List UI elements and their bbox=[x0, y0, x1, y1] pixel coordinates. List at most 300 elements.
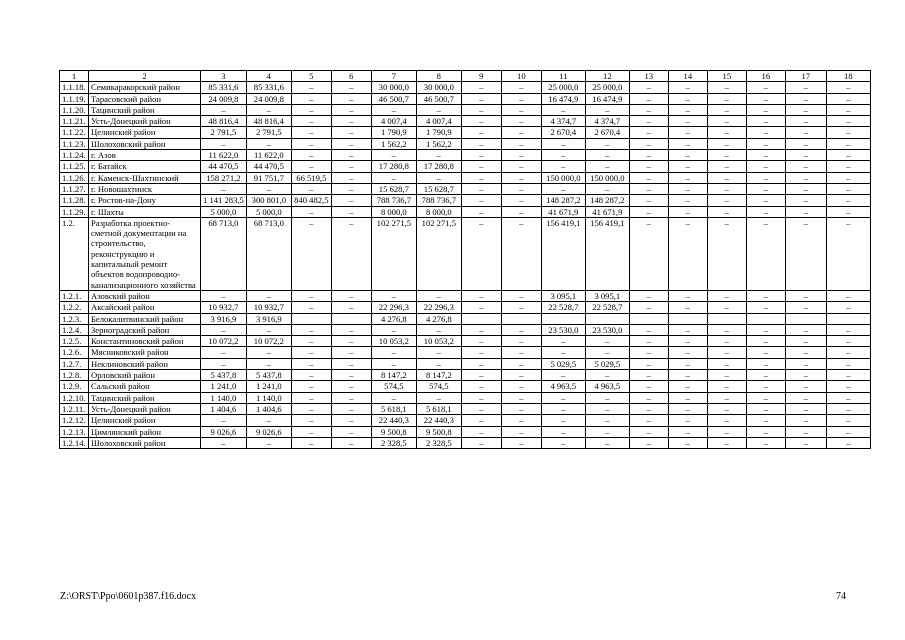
value-cell: – bbox=[291, 347, 331, 358]
value-cell: – bbox=[826, 370, 870, 381]
value-cell: – bbox=[785, 347, 826, 358]
value-cell: 68 713,0 bbox=[246, 217, 291, 290]
value-cell: – bbox=[668, 370, 707, 381]
value-cell: – bbox=[501, 138, 541, 149]
table-row bbox=[60, 172, 871, 183]
value-cell: 1 140,0 bbox=[246, 392, 291, 403]
value-cell: 5 000,0 bbox=[246, 206, 291, 217]
value-cell: – bbox=[585, 426, 629, 437]
value-cell: – bbox=[826, 381, 870, 392]
item-name: Константиновский район bbox=[89, 336, 201, 347]
value-cell: 158 271,2 bbox=[201, 172, 247, 183]
value-cell: – bbox=[707, 104, 746, 115]
value-cell: – bbox=[668, 290, 707, 301]
column-number: 11 bbox=[541, 71, 585, 82]
value-cell: – bbox=[629, 150, 668, 161]
table-row bbox=[60, 403, 871, 414]
value-cell: – bbox=[785, 290, 826, 301]
value-cell: – bbox=[291, 415, 331, 426]
value-cell bbox=[826, 313, 870, 324]
value-cell: – bbox=[331, 172, 371, 183]
value-cell: – bbox=[371, 290, 416, 301]
value-cell: – bbox=[707, 437, 746, 448]
table-row bbox=[60, 336, 871, 347]
value-cell: 22 296,3 bbox=[371, 302, 416, 313]
value-cell bbox=[291, 313, 331, 324]
value-cell: – bbox=[541, 415, 585, 426]
item-name: Усть-Донецкий район bbox=[89, 116, 201, 127]
value-cell: – bbox=[291, 426, 331, 437]
item-name: Целинский район bbox=[89, 127, 201, 138]
value-cell: – bbox=[291, 290, 331, 301]
value-cell: 15 628,7 bbox=[371, 183, 416, 194]
value-cell: – bbox=[668, 172, 707, 183]
value-cell: – bbox=[461, 336, 501, 347]
value-cell: – bbox=[461, 324, 501, 335]
value-cell: – bbox=[826, 358, 870, 369]
value-cell: 1 140,0 bbox=[201, 392, 247, 403]
table-row bbox=[60, 381, 871, 392]
budget-table bbox=[59, 70, 871, 449]
table-row bbox=[60, 82, 871, 93]
value-cell: – bbox=[746, 161, 785, 172]
value-cell: – bbox=[331, 217, 371, 290]
value-cell: 8 000,0 bbox=[416, 206, 461, 217]
value-cell: – bbox=[826, 93, 870, 104]
value-cell: – bbox=[668, 161, 707, 172]
value-cell: – bbox=[461, 127, 501, 138]
value-cell: – bbox=[629, 336, 668, 347]
value-cell: – bbox=[501, 336, 541, 347]
value-cell: 16 474,9 bbox=[585, 93, 629, 104]
value-cell: 9 500,8 bbox=[371, 426, 416, 437]
value-cell: – bbox=[501, 104, 541, 115]
value-cell: – bbox=[785, 150, 826, 161]
value-cell: – bbox=[629, 172, 668, 183]
value-cell: – bbox=[461, 104, 501, 115]
value-cell: – bbox=[629, 93, 668, 104]
value-cell: 5 000,0 bbox=[201, 206, 247, 217]
value-cell: 30 000,0 bbox=[371, 82, 416, 93]
value-cell: 840 482,5 bbox=[291, 195, 331, 206]
value-cell: – bbox=[461, 138, 501, 149]
value-cell: – bbox=[668, 195, 707, 206]
value-cell: – bbox=[707, 324, 746, 335]
value-cell: – bbox=[501, 437, 541, 448]
column-number: 5 bbox=[291, 71, 331, 82]
value-cell: – bbox=[785, 392, 826, 403]
item-name: г. Батайск bbox=[89, 161, 201, 172]
item-code: 1.2.11. bbox=[60, 403, 89, 414]
value-cell: – bbox=[541, 392, 585, 403]
value-cell: – bbox=[541, 150, 585, 161]
value-cell: – bbox=[371, 347, 416, 358]
value-cell: – bbox=[501, 206, 541, 217]
value-cell: – bbox=[501, 324, 541, 335]
value-cell: – bbox=[629, 437, 668, 448]
value-cell: 1 790,9 bbox=[416, 127, 461, 138]
value-cell: 22 528,7 bbox=[585, 302, 629, 313]
value-cell: – bbox=[785, 138, 826, 149]
value-cell: – bbox=[541, 370, 585, 381]
value-cell: – bbox=[785, 336, 826, 347]
value-cell: 22 440,3 bbox=[416, 415, 461, 426]
value-cell: 3 916,9 bbox=[246, 313, 291, 324]
value-cell: – bbox=[201, 358, 247, 369]
value-cell: 10 932,7 bbox=[201, 302, 247, 313]
value-cell: – bbox=[785, 104, 826, 115]
table-row bbox=[60, 347, 871, 358]
table-row bbox=[60, 116, 871, 127]
value-cell: – bbox=[541, 138, 585, 149]
value-cell: 10 072,2 bbox=[246, 336, 291, 347]
column-number: 16 bbox=[746, 71, 785, 82]
value-cell: – bbox=[501, 403, 541, 414]
value-cell: – bbox=[785, 437, 826, 448]
value-cell: 102 271,5 bbox=[371, 217, 416, 290]
value-cell: 11 622,0 bbox=[201, 150, 247, 161]
value-cell: 25 000,0 bbox=[541, 82, 585, 93]
item-name: г. Азов bbox=[89, 150, 201, 161]
item-code: 1.2.3. bbox=[60, 313, 89, 324]
item-code: 1.1.18. bbox=[60, 82, 89, 93]
value-cell: – bbox=[291, 127, 331, 138]
value-cell: 4 374,7 bbox=[541, 116, 585, 127]
value-cell: – bbox=[629, 127, 668, 138]
value-cell: – bbox=[461, 403, 501, 414]
value-cell: – bbox=[629, 358, 668, 369]
value-cell: 46 500,7 bbox=[416, 93, 461, 104]
value-cell: – bbox=[291, 358, 331, 369]
value-cell: – bbox=[201, 104, 247, 115]
value-cell bbox=[668, 313, 707, 324]
value-cell: – bbox=[246, 104, 291, 115]
value-cell: – bbox=[371, 104, 416, 115]
value-cell: – bbox=[201, 138, 247, 149]
value-cell: – bbox=[461, 93, 501, 104]
value-cell: – bbox=[331, 381, 371, 392]
column-number: 4 bbox=[246, 71, 291, 82]
column-number: 6 bbox=[331, 71, 371, 82]
value-cell: – bbox=[707, 138, 746, 149]
value-cell: 9 026,6 bbox=[201, 426, 247, 437]
value-cell: – bbox=[785, 426, 826, 437]
value-cell: 1 790,9 bbox=[371, 127, 416, 138]
value-cell: – bbox=[668, 217, 707, 290]
item-name: Целинский район bbox=[89, 415, 201, 426]
value-cell: – bbox=[826, 104, 870, 115]
value-cell: – bbox=[785, 195, 826, 206]
table-row bbox=[60, 302, 871, 313]
value-cell: – bbox=[707, 392, 746, 403]
table-row bbox=[60, 127, 871, 138]
value-cell: – bbox=[746, 347, 785, 358]
value-cell: – bbox=[785, 370, 826, 381]
item-code: 1.2.2. bbox=[60, 302, 89, 313]
value-cell: – bbox=[746, 206, 785, 217]
value-cell: – bbox=[371, 324, 416, 335]
value-cell: – bbox=[785, 82, 826, 93]
value-cell: – bbox=[785, 358, 826, 369]
value-cell: – bbox=[746, 116, 785, 127]
table-row bbox=[60, 183, 871, 194]
value-cell: – bbox=[668, 302, 707, 313]
page-number: 74 bbox=[836, 591, 846, 602]
value-cell: – bbox=[629, 206, 668, 217]
item-name: Усть-Донецкий район bbox=[89, 403, 201, 414]
value-cell: 23 530,0 bbox=[541, 324, 585, 335]
value-cell: – bbox=[707, 302, 746, 313]
value-cell: – bbox=[461, 370, 501, 381]
value-cell: – bbox=[826, 392, 870, 403]
value-cell: 1 404,6 bbox=[201, 403, 247, 414]
value-cell: – bbox=[826, 336, 870, 347]
value-cell: – bbox=[629, 381, 668, 392]
item-name: г. Новошахтинск bbox=[89, 183, 201, 194]
value-cell: – bbox=[331, 104, 371, 115]
value-cell: – bbox=[501, 161, 541, 172]
value-cell: – bbox=[331, 403, 371, 414]
table-row bbox=[60, 392, 871, 403]
value-cell: 44 470,5 bbox=[201, 161, 247, 172]
value-cell: – bbox=[501, 347, 541, 358]
column-number: 2 bbox=[89, 71, 201, 82]
value-cell: – bbox=[629, 138, 668, 149]
value-cell: – bbox=[291, 403, 331, 414]
value-cell: 15 628,7 bbox=[416, 183, 461, 194]
value-cell: 574,5 bbox=[371, 381, 416, 392]
value-cell: – bbox=[629, 403, 668, 414]
value-cell: – bbox=[707, 127, 746, 138]
value-cell: – bbox=[501, 183, 541, 194]
value-cell: – bbox=[629, 183, 668, 194]
value-cell: – bbox=[826, 290, 870, 301]
value-cell: 5 437,8 bbox=[201, 370, 247, 381]
value-cell: – bbox=[707, 403, 746, 414]
value-cell: – bbox=[668, 104, 707, 115]
value-cell: – bbox=[201, 290, 247, 301]
value-cell: 148 287,2 bbox=[541, 195, 585, 206]
value-cell: 68 713,0 bbox=[201, 217, 247, 290]
value-cell: – bbox=[629, 426, 668, 437]
value-cell: – bbox=[629, 195, 668, 206]
value-cell: 4 963,5 bbox=[585, 381, 629, 392]
value-cell: – bbox=[331, 336, 371, 347]
value-cell: 24 009,8 bbox=[201, 93, 247, 104]
table-header-row bbox=[60, 71, 871, 82]
value-cell: – bbox=[707, 347, 746, 358]
column-number: 9 bbox=[461, 71, 501, 82]
value-cell: 788 736,7 bbox=[371, 195, 416, 206]
value-cell: – bbox=[826, 302, 870, 313]
value-cell: 25 000,0 bbox=[585, 82, 629, 93]
value-cell: – bbox=[826, 161, 870, 172]
column-number: 14 bbox=[668, 71, 707, 82]
item-code: 1.1.28. bbox=[60, 195, 89, 206]
column-number: 18 bbox=[826, 71, 870, 82]
value-cell: – bbox=[331, 437, 371, 448]
value-cell: 23 530,0 bbox=[585, 324, 629, 335]
value-cell: – bbox=[826, 415, 870, 426]
value-cell: 10 072,2 bbox=[201, 336, 247, 347]
item-code: 1.2.13. bbox=[60, 426, 89, 437]
value-cell: – bbox=[668, 358, 707, 369]
value-cell: – bbox=[746, 217, 785, 290]
value-cell: – bbox=[629, 392, 668, 403]
value-cell: – bbox=[785, 381, 826, 392]
value-cell: 4 963,5 bbox=[541, 381, 585, 392]
value-cell: – bbox=[291, 183, 331, 194]
value-cell: – bbox=[416, 290, 461, 301]
value-cell: – bbox=[461, 358, 501, 369]
value-cell: – bbox=[707, 217, 746, 290]
value-cell: 156 419,1 bbox=[541, 217, 585, 290]
item-name: Сальский район bbox=[89, 381, 201, 392]
item-name: г. Шахты bbox=[89, 206, 201, 217]
value-cell: – bbox=[291, 116, 331, 127]
value-cell: 148 287,2 bbox=[585, 195, 629, 206]
item-code: 1.1.26. bbox=[60, 172, 89, 183]
value-cell: – bbox=[746, 358, 785, 369]
value-cell: 2 791,5 bbox=[201, 127, 247, 138]
value-cell: – bbox=[461, 392, 501, 403]
value-cell: – bbox=[331, 195, 371, 206]
value-cell: – bbox=[501, 358, 541, 369]
value-cell: 2 791,5 bbox=[246, 127, 291, 138]
value-cell: – bbox=[201, 415, 247, 426]
value-cell: – bbox=[501, 116, 541, 127]
value-cell: 41 671,9 bbox=[541, 206, 585, 217]
value-cell: 4 007,4 bbox=[371, 116, 416, 127]
item-name: Аксайский район bbox=[89, 302, 201, 313]
table-row bbox=[60, 324, 871, 335]
value-cell: – bbox=[668, 437, 707, 448]
value-cell: – bbox=[826, 172, 870, 183]
value-cell: – bbox=[331, 183, 371, 194]
column-number: 13 bbox=[629, 71, 668, 82]
value-cell: 3 095,1 bbox=[585, 290, 629, 301]
value-cell: – bbox=[371, 358, 416, 369]
value-cell: – bbox=[746, 426, 785, 437]
value-cell: – bbox=[331, 415, 371, 426]
value-cell: – bbox=[746, 302, 785, 313]
value-cell: – bbox=[331, 116, 371, 127]
value-cell: 17 280,8 bbox=[371, 161, 416, 172]
value-cell: – bbox=[668, 426, 707, 437]
value-cell: 85 331,6 bbox=[246, 82, 291, 93]
item-name: Тацинский район bbox=[89, 104, 201, 115]
value-cell: – bbox=[707, 116, 746, 127]
value-cell: – bbox=[541, 183, 585, 194]
value-cell: 48 816,4 bbox=[201, 116, 247, 127]
value-cell: – bbox=[746, 403, 785, 414]
value-cell: 1 141 283,5 bbox=[201, 195, 247, 206]
value-cell: – bbox=[668, 347, 707, 358]
value-cell: – bbox=[746, 324, 785, 335]
value-cell: – bbox=[629, 415, 668, 426]
value-cell: – bbox=[331, 426, 371, 437]
value-cell: – bbox=[746, 336, 785, 347]
value-cell: – bbox=[826, 437, 870, 448]
table-row bbox=[60, 437, 871, 448]
value-cell: – bbox=[331, 127, 371, 138]
value-cell: 10 053,2 bbox=[371, 336, 416, 347]
item-code: 1.2.14. bbox=[60, 437, 89, 448]
item-name: Белокалитвинский район bbox=[89, 313, 201, 324]
value-cell: – bbox=[291, 381, 331, 392]
value-cell: – bbox=[371, 392, 416, 403]
value-cell: – bbox=[785, 183, 826, 194]
item-name: Цимлянский район bbox=[89, 426, 201, 437]
value-cell: – bbox=[707, 93, 746, 104]
value-cell: – bbox=[585, 415, 629, 426]
item-code: 1.2.6. bbox=[60, 347, 89, 358]
value-cell: 8 147,2 bbox=[371, 370, 416, 381]
value-cell: – bbox=[416, 324, 461, 335]
value-cell: – bbox=[331, 206, 371, 217]
value-cell: – bbox=[826, 138, 870, 149]
value-cell: – bbox=[668, 392, 707, 403]
column-number: 3 bbox=[201, 71, 247, 82]
item-code: 1.1.22. bbox=[60, 127, 89, 138]
value-cell: – bbox=[785, 415, 826, 426]
table-row bbox=[60, 313, 871, 324]
value-cell: 22 296,3 bbox=[416, 302, 461, 313]
value-cell: – bbox=[629, 104, 668, 115]
value-cell: – bbox=[585, 370, 629, 381]
value-cell: – bbox=[291, 302, 331, 313]
value-cell: – bbox=[461, 415, 501, 426]
value-cell: – bbox=[746, 82, 785, 93]
value-cell: – bbox=[707, 370, 746, 381]
value-cell: 4 276,8 bbox=[416, 313, 461, 324]
value-cell: – bbox=[461, 347, 501, 358]
value-cell: – bbox=[826, 150, 870, 161]
item-code: 1.2.4. bbox=[60, 324, 89, 335]
value-cell: – bbox=[668, 206, 707, 217]
value-cell bbox=[331, 313, 371, 324]
value-cell: – bbox=[629, 161, 668, 172]
value-cell: – bbox=[746, 150, 785, 161]
value-cell: – bbox=[501, 392, 541, 403]
value-cell: – bbox=[541, 426, 585, 437]
value-cell: – bbox=[826, 195, 870, 206]
value-cell: – bbox=[629, 370, 668, 381]
value-cell: 8 000,0 bbox=[371, 206, 416, 217]
value-cell: – bbox=[416, 104, 461, 115]
value-cell: – bbox=[541, 336, 585, 347]
value-cell: – bbox=[246, 437, 291, 448]
value-cell: – bbox=[461, 426, 501, 437]
item-name: Азовский район bbox=[89, 290, 201, 301]
value-cell: 150 000,0 bbox=[541, 172, 585, 183]
column-number: 15 bbox=[707, 71, 746, 82]
value-cell: 3 095,1 bbox=[541, 290, 585, 301]
value-cell: – bbox=[707, 195, 746, 206]
value-cell: – bbox=[501, 127, 541, 138]
value-cell: – bbox=[707, 183, 746, 194]
value-cell: – bbox=[291, 93, 331, 104]
value-cell: 11 622,0 bbox=[246, 150, 291, 161]
value-cell: – bbox=[707, 150, 746, 161]
value-cell: 17 280,8 bbox=[416, 161, 461, 172]
value-cell bbox=[785, 313, 826, 324]
item-code: 1.1.23. bbox=[60, 138, 89, 149]
value-cell: – bbox=[746, 104, 785, 115]
value-cell: 22 440,3 bbox=[371, 415, 416, 426]
table-row bbox=[60, 161, 871, 172]
value-cell: – bbox=[201, 183, 247, 194]
